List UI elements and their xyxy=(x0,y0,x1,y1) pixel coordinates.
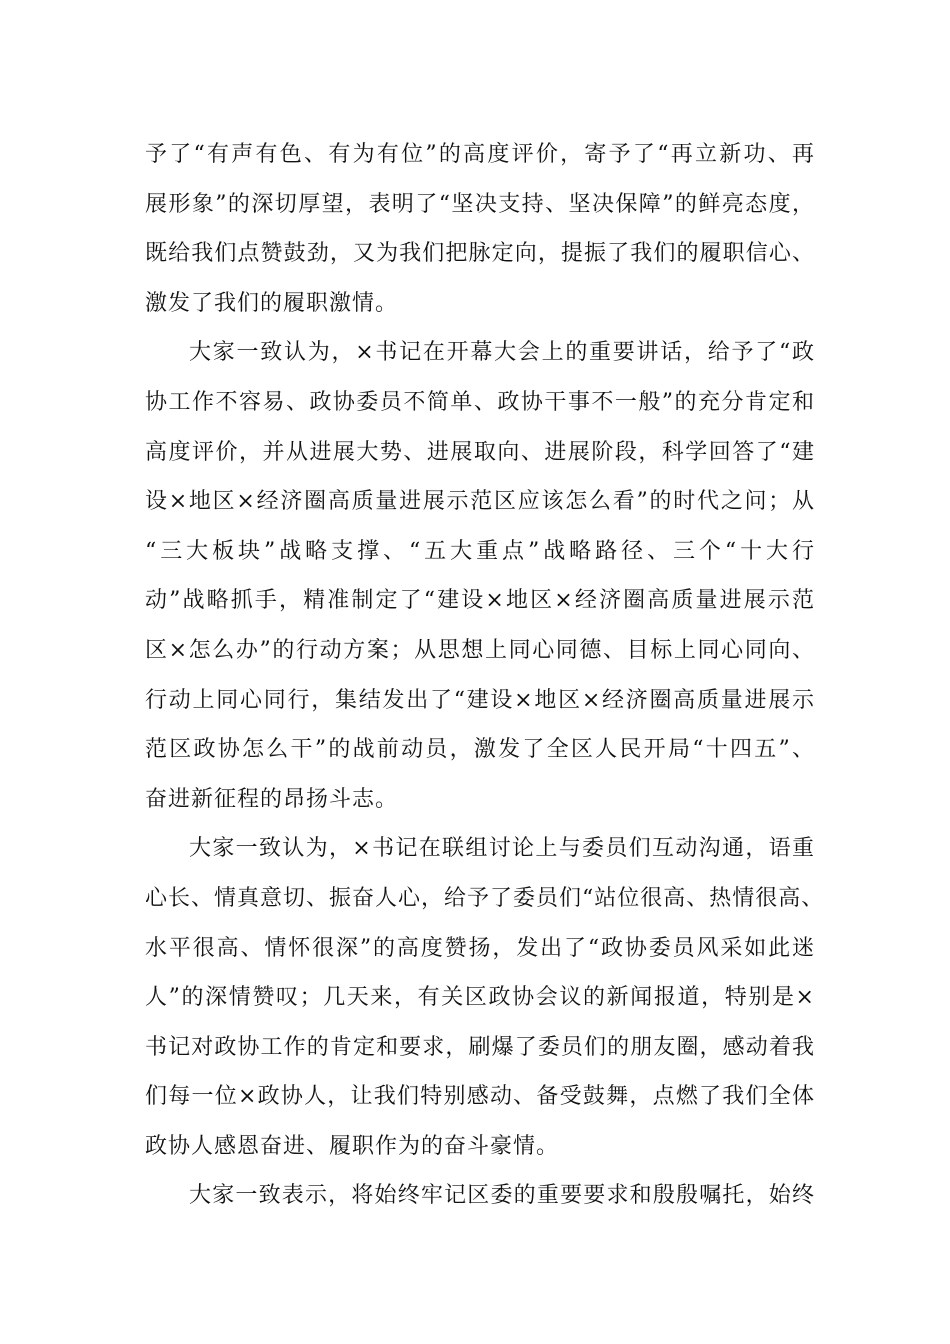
text-line: 高度评价，并从进展大势、进展取向、进展阶段，科学回答了“建 xyxy=(145,439,815,465)
text-line: 激发了我们的履职激情。 xyxy=(145,290,399,316)
text-line: 人”的深情赞叹；几天来，有关区政协会议的新闻报道，特别是× xyxy=(145,985,815,1011)
text-line: 范区政协怎么干”的战前动员，激发了全区人民开局“十四五”、 xyxy=(145,737,815,763)
text-line: 书记对政协工作的肯定和要求，刷爆了委员们的朋友圈，感动着我 xyxy=(145,1034,815,1060)
text-line: “三大板块”战略支撑、“五大重点”战略路径、三个“十大行 xyxy=(145,538,815,564)
text-line: 既给我们点赞鼓劲，又为我们把脉定向，提振了我们的履职信心、 xyxy=(145,241,815,267)
text-line: 展形象”的深切厚望，表明了“坚决支持、坚决保障”的鲜亮态度， xyxy=(145,191,815,217)
paragraph-first-line: 大家一致认为，×书记在开幕大会上的重要讲话，给予了“政 xyxy=(189,340,815,366)
paragraph-first-line: 大家一致认为，×书记在联组讨论上与委员们互动沟通，语重 xyxy=(189,836,815,862)
paragraph-first-line: 大家一致表示，将始终牢记区委的重要要求和殷殷嘱托，始终 xyxy=(189,1183,815,1209)
text-line: 政协人感恩奋进、履职作为的奋斗豪情。 xyxy=(145,1133,560,1159)
text-line: 行动上同心同行，集结发出了“建设×地区×经济圈高质量进展示 xyxy=(145,687,815,713)
body-text xyxy=(145,130,825,1221)
text-line: 区×怎么办”的行动方案；从思想上同心同德、目标上同心同向、 xyxy=(145,637,815,663)
text-line: 协工作不容易、政协委员不简单、政协干事不一般”的充分肯定和 xyxy=(145,389,815,415)
text-line: 动”战略抓手，精准制定了“建设×地区×经济圈高质量进展示范 xyxy=(145,588,815,614)
text-line: 予了“有声有色、有为有位”的高度评价，寄予了“再立新功、再 xyxy=(145,142,815,167)
text-line: 心长、情真意切、振奋人心，给予了委员们“站位很高、热情很高、 xyxy=(145,885,825,911)
text-line: 奋进新征程的昂扬斗志。 xyxy=(145,786,399,812)
text-line: 水平很高、情怀很深”的高度赞扬，发出了“政协委员风采如此迷 xyxy=(145,935,815,961)
text-line: 设×地区×经济圈高质量进展示范区应该怎么看”的时代之问；从 xyxy=(145,489,815,515)
text-line: 们每一位×政协人，让我们特别感动、备受鼓舞，点燃了我们全体 xyxy=(145,1084,815,1110)
